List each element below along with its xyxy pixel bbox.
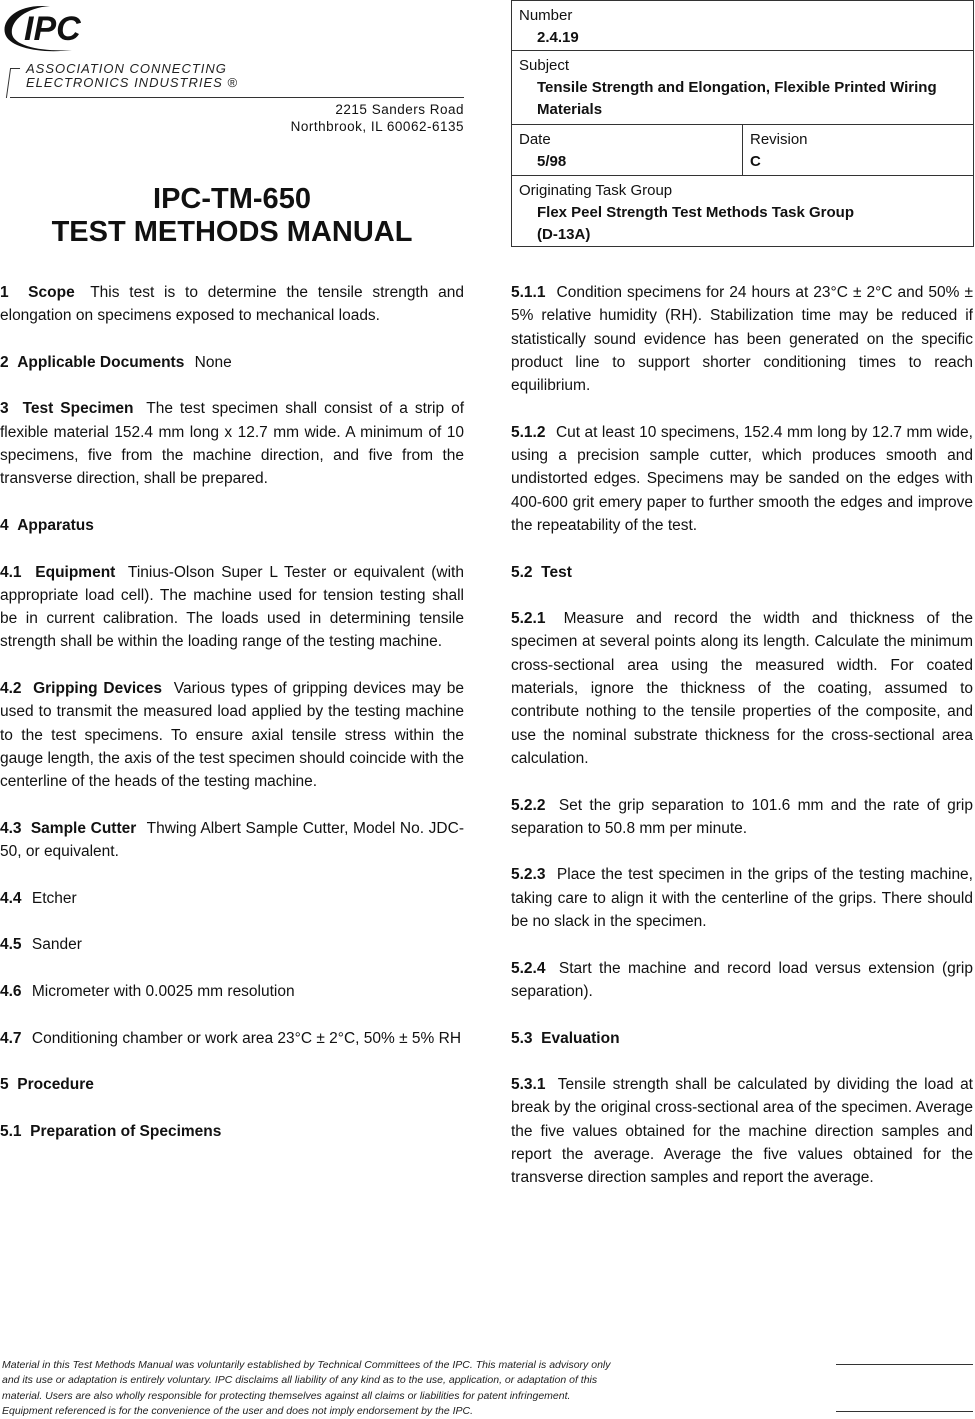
section-heading: 4.7 [0,1029,22,1047]
section-text: Set the grip separation to 101.6 mm and the rate of grip separation to 50.8 mm per minute. [511,796,973,837]
section-heading: 4.3 Sample Cutter [0,819,137,837]
section-heading: 4 Apparatus [0,516,94,534]
svg-text:IPC: IPC [24,10,81,48]
header-rule [10,97,464,98]
section-heading: 5 Procedure [0,1076,94,1094]
section-text: Place the test specimen in the grips of the testing machine, taking care to align it with the centerline of the grips. There should be no slack in the specimen. [511,866,973,931]
section-paragraph [511,421,973,537]
section-paragraph [0,1027,464,1050]
section-text: Conditioning chamber or work area 23°C ± 2°C, 50% ± 5% RH [31,1029,462,1047]
section-text: The test specimen shall consist of a strip of flexible material 152.4 mm long x 12.7 mm wide. A minimum of 10 specimens, five from the machine direction, and five from the transverse direction, shall be prepared. [0,400,465,488]
section-text: Measure and record the width and thickness of the specimen at several points along its length. Calculate the minimum cross-sectional area using the measured width. For coated materials, ignore the thickness of the coating, assumed to contribute nothing to the tensile properties of the composite, and use the nominal substrate thickness for the cross-sectional area calculation. [511,610,974,767]
section-paragraph [0,980,464,1003]
section-heading: 1 Scope [0,284,75,301]
section-paragraph [0,1073,464,1096]
section-text: Sander [31,936,82,954]
document-info-box [511,0,974,247]
section-heading: 5.1 Preparation of Specimens [0,1122,222,1140]
right-column [511,281,973,1213]
section-paragraph [0,817,464,864]
section-text: Tensile strength shall be calculated by dividing the load at break by the original cross-sectional area of the specimen. Average the five values obtained for the machine direction samples and report the average. Average the five values obtained for the transverse direction samples and report the average. [511,1076,973,1187]
section-heading: 5.2.4 [511,959,546,977]
section-heading: 5.3.1 [511,1076,546,1094]
section-text: This test is to determine the tensile strength and elongation on specimens exposed to mechanical loads. [0,284,465,325]
section-paragraph [511,1073,973,1189]
section-paragraph [0,1120,464,1143]
section-heading: 5.3 Evaluation [511,1029,620,1047]
section-heading: 5.1.2 [511,423,546,441]
task-group-cell: Originating Task Group Flex Peel Strength Test Methods Task Group (D-13A) [519,182,854,243]
left-column [0,281,464,1166]
section-text: None [194,353,232,371]
footer-rule [836,1411,973,1412]
association-name: ASSOCIATION CONNECTING ELECTRONICS INDUSTRIES ® [26,61,238,90]
section-paragraph [511,1027,973,1050]
section-heading: 4.5 [0,936,22,954]
section-text: Various types of gripping devices may be used to transmit the measured load applied by the testing machine to the test specimens. To ensure axial tensile stress within the gauge length, the axis of the test specimen should coincide with the centerline of the heads of the testing machine. [0,680,464,791]
section-paragraph [0,397,464,490]
section-heading: 5.2 Test [511,563,572,581]
address: 2215 Sanders Road Northbrook, IL 60062-6135 [290,102,464,134]
subject-cell: Subject Tensile Strength and Elongation, Flexible Printed Wiring Materials [512,51,973,125]
section-heading: 4.4 [0,889,22,907]
footer-rule [836,1364,973,1365]
section-text: Thwing Albert Sample Cutter, Model No. JDC-50, or equivalent. [0,819,464,861]
section-paragraph [0,933,464,956]
section-paragraph [0,281,464,328]
section-paragraph [0,677,464,793]
number-cell: Number 2.4.19 [512,1,973,51]
section-text: Micrometer with 0.0025 mm resolution [31,982,295,1000]
section-paragraph [0,561,464,654]
page-title: IPC-TM-650 TEST METHODS MANUAL [51,183,413,248]
section-paragraph [511,957,973,1004]
section-paragraph [511,863,973,933]
section-heading: 4.2 Gripping Devices [0,680,163,698]
ipc-logo [2,2,102,54]
section-text: Condition specimens for 24 hours at 23°C ± 2°C and 50% ± 5% relative humidity (RH). Stabilization time may be reduced if statistically sound evidence has been generated on the specific product line to support shorter conditioning times to reach equilibrium. [511,284,973,395]
section-paragraph [511,794,973,841]
date-cell: Date 5/98 [512,125,743,176]
section-text: Etcher [31,889,77,907]
section-paragraph [0,351,464,374]
section-heading: 5.2.1 [511,610,546,628]
revision-cell: Revision C [743,125,974,176]
section-paragraph [511,607,973,770]
section-heading: 5.1.1 [511,284,546,301]
section-heading: 4.6 [0,982,22,1000]
section-paragraph [0,514,464,537]
section-heading: 3 Test Specimen [0,400,134,418]
section-heading: 2 Applicable Documents [0,353,185,371]
section-heading: 5.2.2 [511,796,546,814]
section-paragraph [0,887,464,910]
section-text: Tinius-Olson Super L Tester or equivalent (with appropriate load cell). The machine used for tension testing shall be in current calibration. The loads used in determining tensile strength shall be within the loading range of the testing machine. [0,563,464,651]
logo-bracket [6,68,20,98]
section-text: Cut at least 10 specimens, 152.4 mm long by 12.7 mm wide, using a precision sample cutter, which produces smooth and undistorted edges. Specimens may be sanded on the edges with 400-600 grit emery paper to further smooth the edges and improve the repeatability of the test. [511,423,973,534]
section-text: Start the machine and record load versus extension (grip separation). [511,959,974,1000]
section-heading: 4.1 Equipment [0,563,116,581]
section-paragraph [511,281,973,397]
section-heading: 5.2.3 [511,866,546,884]
disclaimer: Material in this Test Methods Manual was voluntarily established by Technical Committees of the IPC. This material is advisory only and its use or adaptation is entirely voluntary. IPC disclaims all liability of any kind as to the use, application, or adaptation of this material. Users are also wholly responsible for protecting themselves against all claims or liabilities for patent infringement. Equipment referenced is for the convenience of the user and does not imply endorsement by the IPC. [2,1359,611,1417]
section-paragraph [511,561,973,584]
